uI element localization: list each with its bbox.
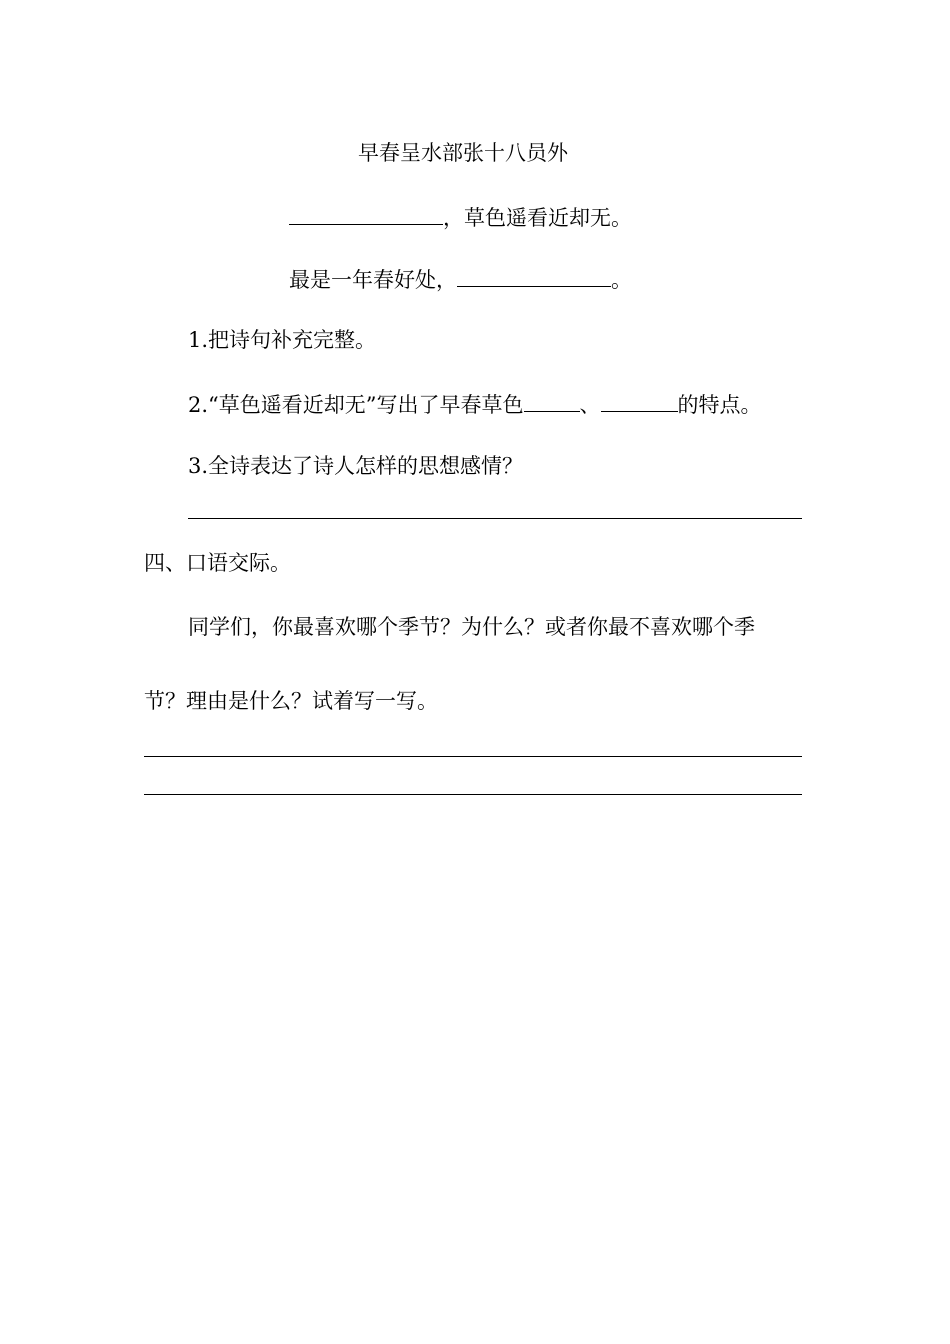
question-2	[188, 389, 762, 419]
question-2-blank-1[interactable]	[524, 389, 580, 412]
section-4-answer-line-1[interactable]	[144, 756, 802, 757]
poem-line-2	[289, 264, 632, 294]
question-3: 3.全诗表达了诗人怎样的思想感情？	[188, 454, 524, 478]
section-4-prompt-line-1: 同学们，你最喜欢哪个季节？为什么？或者你最不喜欢哪个季	[188, 615, 755, 639]
section-4-answer-line-2[interactable]	[144, 794, 802, 795]
question-3-answer-line[interactable]	[188, 518, 802, 519]
question-2-text: 2.“草色遥看近却无”写出了早春草色	[188, 393, 524, 417]
poem-line-2-end: 。	[611, 268, 632, 292]
question-1: 1.把诗句补充完整。	[188, 328, 377, 352]
section-4-heading: 四、口语交际。	[144, 551, 291, 575]
question-2-end: 的特点。	[677, 393, 762, 417]
poem-line-1	[289, 202, 632, 232]
poem-title: 早春呈水部张十八员外	[358, 141, 568, 165]
poem-line-2-text: 最是一年春好处，	[289, 268, 457, 292]
poem-line-1-text: ，草色遥看近却无。	[443, 206, 632, 230]
section-4-prompt-line-2: 节？理由是什么？试着写一写。	[144, 689, 438, 713]
question-2-blank-2[interactable]	[601, 389, 678, 412]
poem-blank-1[interactable]	[289, 202, 443, 225]
poem-blank-2[interactable]	[457, 264, 611, 287]
question-2-separator: 、	[579, 393, 601, 417]
